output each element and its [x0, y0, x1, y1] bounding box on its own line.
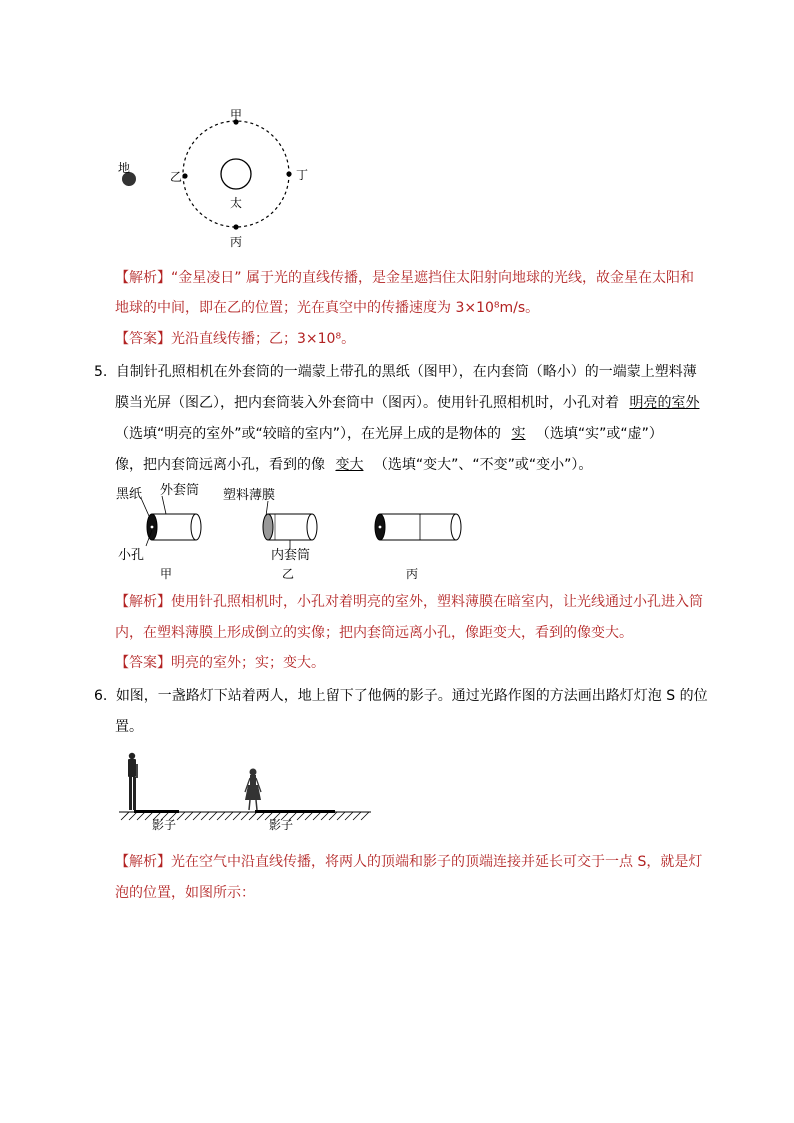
q6-analysis-line1: 【解析】光在空气中沿直线传播，将两人的顶端和影子的顶端连接并延长可交于一点 S，就是灯 — [115, 854, 703, 870]
earth-label: 地 — [118, 161, 131, 175]
position-bing-dot — [233, 224, 238, 229]
answer-blank-1: 明亮的室外 — [629, 395, 700, 411]
question-number: 6. — [94, 688, 108, 704]
pinhole-figure — [110, 484, 470, 584]
plastic-film-end — [263, 514, 273, 540]
analysis-tag: 【解析】 — [115, 854, 171, 870]
outer-tube-label: 外套筒 — [160, 483, 200, 498]
caption-bing: 丙 — [406, 567, 419, 581]
small-hole-label: 小孔 — [118, 548, 145, 563]
q5-analysis-line2: 内，在塑料薄膜上形成倒立的实像；把内套筒远离小孔，像距变大，看到的像变大。 — [115, 625, 633, 641]
black-paper-label: 黑纸 — [116, 487, 143, 502]
q5-answer: 【答案】明亮的室外；实；变大。 — [115, 655, 325, 671]
solar-figure — [110, 108, 310, 253]
q6-line1: 6. 如图，一盏路灯下站着两人，地上留下了他俩的影子。通过光路作图的方法画出路灯灯泡 S 的位 — [94, 688, 708, 704]
jia-label: 甲 — [230, 108, 243, 122]
inner-tube-label: 内套筒 — [271, 548, 311, 563]
q5-line2: 膜当光屏（图乙），把内套筒装入外套筒中（图丙）。使用针孔照相机时，小孔对着 明亮的室外 — [115, 395, 700, 411]
analysis-tag: 【解析】 — [115, 270, 171, 286]
yi-label: 乙 — [170, 170, 183, 184]
person-2 — [245, 769, 261, 811]
caption-jia: 甲 — [160, 567, 173, 581]
q5-line4: 像，把内套筒远离小孔，看到的像 变大 （选填“变大”、“不变”或“变小”）。 — [115, 457, 593, 473]
shadow-figure — [115, 748, 377, 836]
q6-analysis-line2: 泡的位置，如图所示： — [115, 885, 255, 901]
q4-analysis-line1: 【解析】“金星凌日” 属于光的直线传播，是金星遮挡住太阳射向地球的光线，故金星在太阳和 — [115, 270, 694, 286]
bing-label: 丙 — [230, 235, 243, 249]
question-number: 5. — [94, 364, 108, 380]
answer-blank-3: 变大 — [335, 457, 364, 473]
q5-line3: （选填“明亮的室外”或“较暗的室内”），在光屏上成的是物体的 实 （选填“实”或“虚”） — [115, 426, 663, 442]
shadow-label-2: 影子 — [269, 818, 294, 832]
answer-blank-2: 实 — [511, 426, 526, 442]
position-yi-dot — [182, 173, 187, 178]
q4-answer: 【答案】光沿直线传播；乙；3×10⁸。 — [115, 331, 356, 347]
q4-analysis-line2: 地球的中间，即在乙的位置；光在真空中的传播速度为 3×10⁸m/s。 — [115, 300, 540, 316]
sun-circle — [221, 159, 251, 189]
q5-line1: 5. 自制针孔照相机在外套筒的一端蒙上带孔的黑纸（图甲），在内套筒（略小）的一端蒙上塑料薄 — [94, 364, 697, 380]
q5-analysis-line1: 【解析】使用针孔照相机时，小孔对着明亮的室外，塑料薄膜在暗室内，让光线通过小孔进入筒 — [115, 594, 703, 610]
sun-label: 太 — [230, 196, 243, 210]
position-ding-dot — [286, 171, 291, 176]
shadow-1 — [134, 810, 179, 813]
caption-yi: 乙 — [282, 567, 295, 581]
shadow-2 — [255, 810, 335, 813]
q6-line2: 置。 — [115, 719, 143, 735]
answer-tag: 【答案】 — [115, 655, 171, 671]
person-1 — [128, 753, 138, 810]
tube-yi — [263, 501, 317, 548]
ding-label: 丁 — [296, 168, 309, 182]
shadow-label-1: 影子 — [152, 818, 177, 832]
solar-diagram — [110, 108, 310, 253]
answer-tag: 【答案】 — [115, 331, 171, 347]
plastic-film-label: 塑料薄膜 — [223, 488, 276, 503]
tube-jia — [141, 496, 201, 546]
analysis-tag: 【解析】 — [115, 594, 171, 610]
tube-bing — [375, 514, 461, 540]
